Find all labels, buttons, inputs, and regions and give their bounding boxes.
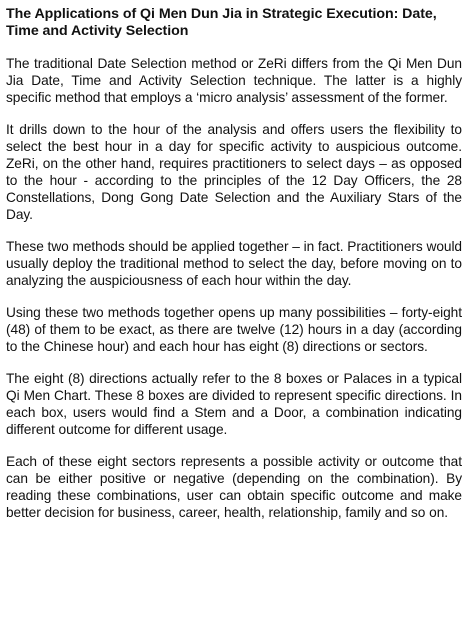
paragraph-hour-analysis: It drills down to the hour of the analysis and offers users the flexibility to select the best hour in a day for specific activity to auspicious outcome. ZeRi, on the other hand, requires practitioners to select days – as opposed to the hour - according to the principles of the 12 Day Officers, the 28 Constellations, Dong Gong Date Selection and the Auxiliary Stars of the Day. xyxy=(6,122,462,222)
paragraph-eight-directions: The eight (8) directions actually refer to the 8 boxes or Palaces in a typical Qi Men Chart. These 8 boxes are divided to represent specific directions. In each box, users would find a Stem and a Door, a combination indicating different outcome for different usage. xyxy=(6,371,462,437)
paragraph-methods-together: These two methods should be applied together – in fact. Practitioners would usually deploy the traditional method to select the day, before moving on to analyzing the auspiciousness of each hour within the day. xyxy=(6,239,462,288)
paragraph-possibilities: Using these two methods together opens up many possibilities – forty-eight (48) of them to be exact, as there are twelve (12) hours in a day (according to the Chinese hour) and each hour has eight (8) directions or sectors. xyxy=(6,305,462,354)
paragraph-zeri-comparison: The traditional Date Selection method or ZeRi differs from the Qi Men Dun Jia Date, Time and Activity Selection technique. The latter is a highly specific method that employs a ‘micro analysis’ assessment of the former. xyxy=(6,56,462,105)
paragraph-sectors-outcome: Each of these eight sectors represents a possible activity or outcome that can be either positive or negative (depending on the combination). By reading these combinations, user can obtain specific outcome and make better decision for business, career, health, relationship, family and so on. xyxy=(6,454,462,520)
document-page xyxy=(6,6,462,536)
document-title: The Applications of Qi Men Dun Jia in Strategic Execution: Date, Time and Activity Selection xyxy=(6,6,437,39)
